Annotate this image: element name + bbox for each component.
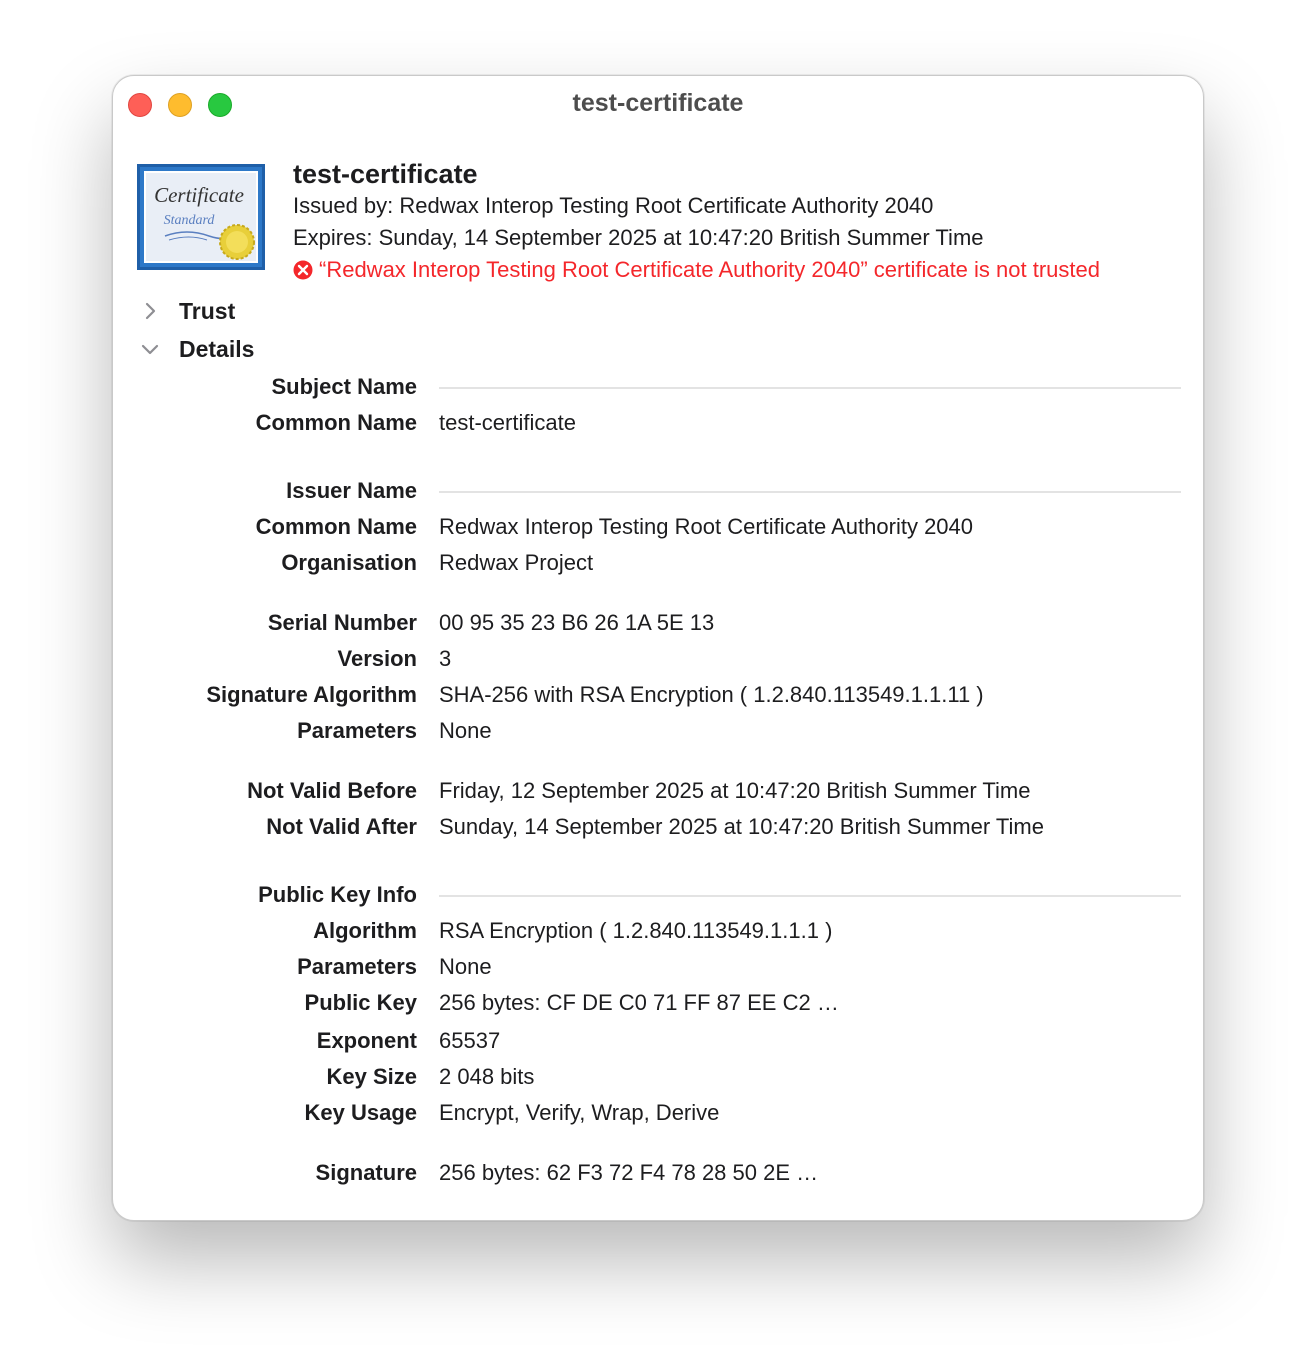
field-label: Version [337, 646, 417, 671]
field-label: Signature Algorithm [206, 682, 417, 707]
section-label: Public Key Info [258, 882, 417, 907]
field-label: Public Key [304, 990, 417, 1015]
section-divider [439, 491, 1181, 493]
field-value: 2 048 bits [439, 1064, 535, 1089]
field-value: test-certificate [439, 410, 576, 435]
title-bar [113, 76, 1203, 132]
detail-row [113, 1157, 1205, 1189]
trust-error [293, 254, 1193, 286]
certificate-summary [293, 158, 1193, 286]
field-label: Key Usage [304, 1100, 417, 1125]
detail-row [113, 1097, 1205, 1129]
field-label: Serial Number [267, 610, 417, 635]
detail-row [113, 407, 1205, 439]
field-label: Exponent [316, 1028, 417, 1053]
detail-row [113, 987, 1205, 1019]
detail-row [113, 715, 1205, 747]
certificate-window [112, 75, 1204, 1221]
field-value: 3 [439, 646, 452, 671]
detail-row [113, 679, 1205, 711]
field-value: RSA Encryption ( 1.2.840.113549.1.1.1 ) [439, 918, 833, 943]
field-label: Algorithm [313, 918, 417, 943]
field-label: Signature [315, 1160, 417, 1185]
svg-text:Standard: Standard [163, 213, 215, 228]
field-label: Common Name [255, 410, 417, 435]
field-value: Encrypt, Verify, Wrap, Derive [439, 1100, 720, 1125]
field-value: Redwax Project [439, 550, 594, 575]
details-disclosure[interactable] [139, 333, 254, 365]
field-value: 65537 [439, 1028, 501, 1053]
detail-row [113, 511, 1205, 543]
detail-row [113, 1061, 1205, 1093]
field-value: SHA-256 with RSA Encryption ( 1.2.840.113549.1.1.11 ) [439, 682, 984, 707]
window-title: test-certificate [572, 89, 744, 117]
field-value: 00 95 35 23 B6 26 1A 5E 13 [439, 610, 715, 635]
field-label: Parameters [297, 718, 417, 743]
field-value: 256 bytes: CF DE C0 71 FF 87 EE C2 … [439, 990, 839, 1015]
chevron-down-icon [139, 338, 161, 360]
detail-row [113, 811, 1205, 843]
public-key-info-header [113, 879, 1205, 911]
section-label: Subject Name [271, 374, 417, 399]
field-label: Not Valid Before [247, 778, 417, 803]
field-label: Organisation [281, 550, 417, 575]
detail-row [113, 951, 1205, 983]
field-label: Not Valid After [266, 814, 417, 839]
section-label: Issuer Name [286, 478, 417, 503]
issuer-name-header [113, 475, 1205, 507]
trust-disclosure[interactable] [139, 295, 235, 327]
trust-error-text: “Redwax Interop Testing Root Certificate Authority 2040” certificate is not trusted [319, 257, 1100, 282]
error-icon [293, 260, 313, 280]
certificate-icon [137, 164, 265, 270]
detail-row [113, 1025, 1205, 1057]
section-divider [439, 387, 1181, 389]
detail-row [113, 547, 1205, 579]
certificate-name: test-certificate [293, 159, 478, 189]
detail-row [113, 915, 1205, 947]
field-label: Parameters [297, 954, 417, 979]
chevron-right-icon [139, 300, 161, 322]
subject-name-header [113, 371, 1205, 403]
section-divider [439, 895, 1181, 897]
details-label: Details [179, 335, 255, 362]
field-label: Common Name [255, 514, 417, 539]
detail-row [113, 643, 1205, 675]
detail-row [113, 775, 1205, 807]
field-value: Friday, 12 September 2025 at 10:47:20 British Summer Time [439, 778, 1031, 803]
svg-text:Certificate: Certificate [154, 183, 244, 207]
field-value: 256 bytes: 62 F3 72 F4 78 28 50 2E … [439, 1160, 819, 1185]
field-value: Sunday, 14 September 2025 at 10:47:20 British Summer Time [439, 814, 1044, 839]
expires: Expires: Sunday, 14 September 2025 at 10:47:20 British Summer Time [293, 225, 984, 250]
field-value: Redwax Interop Testing Root Certificate Authority 2040 [439, 514, 974, 539]
issued-by: Issued by: Redwax Interop Testing Root Certificate Authority 2040 [293, 193, 934, 218]
field-label: Key Size [326, 1064, 417, 1089]
detail-row [113, 607, 1205, 639]
field-value: None [439, 954, 492, 979]
trust-label: Trust [179, 297, 236, 324]
field-value: None [439, 718, 492, 743]
